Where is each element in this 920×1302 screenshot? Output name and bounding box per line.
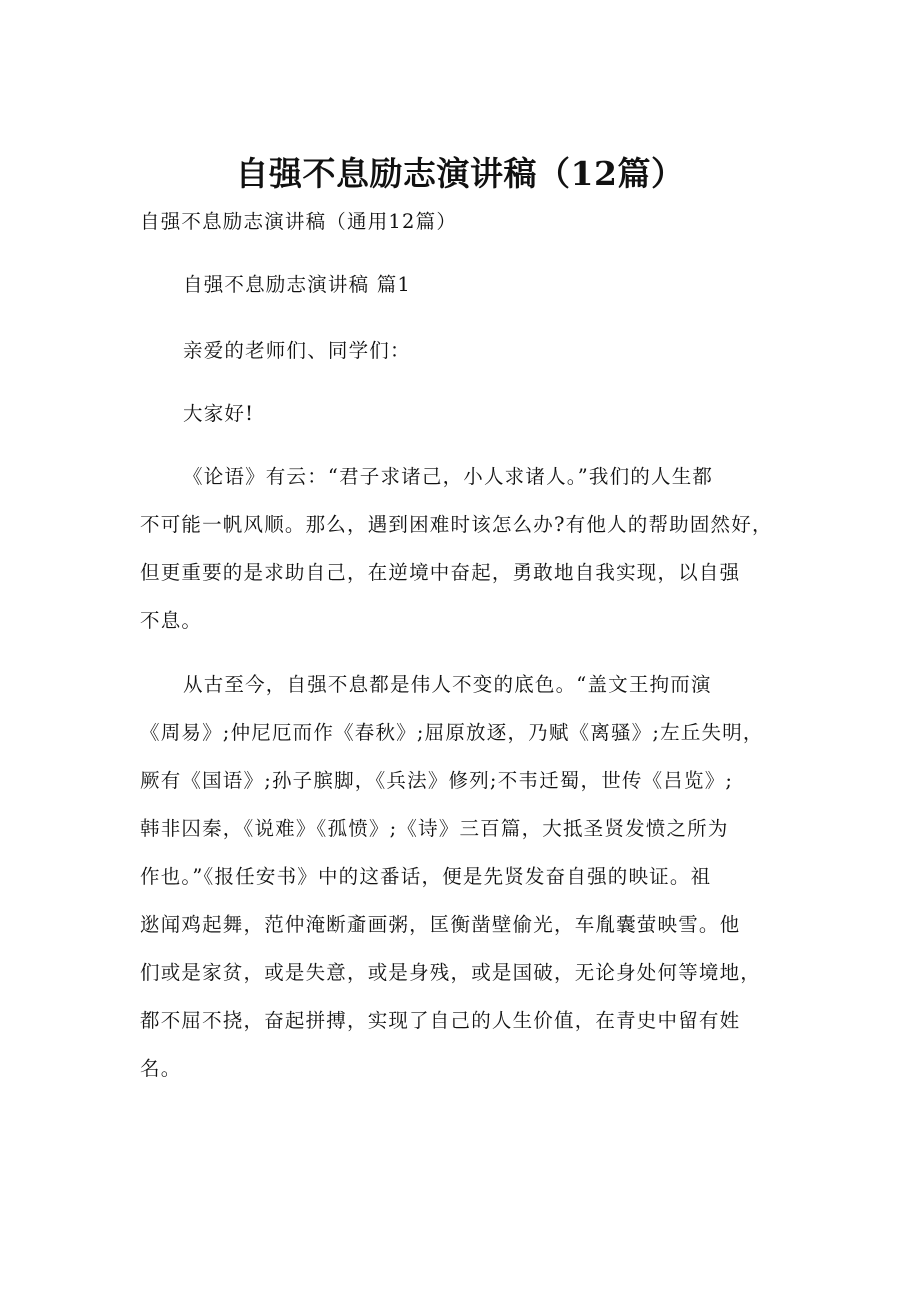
paragraph-2-line: 们或是家贫，或是失意，或是身残，或是国破，无论身处何等境地， bbox=[140, 961, 762, 984]
document-subtitle: 自强不息励志演讲稿（通用12篇） bbox=[140, 210, 458, 233]
paragraph-1-line: 《论语》有云：“君子求诸己，小人求诸人。”我们的人生都 bbox=[183, 465, 714, 488]
paragraph-2-line: 都不屈不挠，奋起拼搏，实现了自己的人生价值，在青史中留有姓 bbox=[140, 1009, 741, 1032]
paragraph-2-line: 《周易》;仲尼厄而作《春秋》;屈原放逐，乃赋《离骚》;左丘失明， bbox=[140, 721, 764, 744]
salutation: 亲爱的老师们、同学们： bbox=[183, 339, 411, 362]
paragraph-2-line: 作也。”《报任安书》中的这番话，便是先贤发奋自强的映证。祖 bbox=[140, 865, 712, 888]
section-heading: 自强不息励志演讲稿 篇1 bbox=[183, 273, 412, 296]
paragraph-2-line: 逖闻鸡起舞，范仲淹断齑画粥，匡衡凿壁偷光，车胤囊萤映雪。他 bbox=[140, 913, 741, 936]
document-title: 自强不息励志演讲稿（12篇） bbox=[235, 154, 685, 193]
paragraph-2-line: 韩非囚秦，《说难》《孤愤》;《诗》三百篇，大抵圣贤发愤之所为 bbox=[140, 817, 729, 840]
paragraph-2-line: 从古至今，自强不息都是伟人不变的底色。“盖文王拘而演 bbox=[183, 673, 712, 696]
paragraph-2-line: 名。 bbox=[140, 1057, 182, 1080]
paragraph-2-line: 厥有《国语》;孙子膑脚，《兵法》修列;不韦迁蜀，世传《吕览》; bbox=[140, 769, 734, 792]
greeting: 大家好! bbox=[183, 402, 255, 425]
paragraph-1-line: 不息。 bbox=[140, 609, 203, 632]
paragraph-1-line: 不可能一帆风顺。那么，遇到困难时该怎么办?有他人的帮助固然好， bbox=[140, 513, 773, 536]
paragraph-1-line: 但更重要的是求助自己，在逆境中奋起，勇敢地自我实现，以自强 bbox=[140, 561, 741, 584]
